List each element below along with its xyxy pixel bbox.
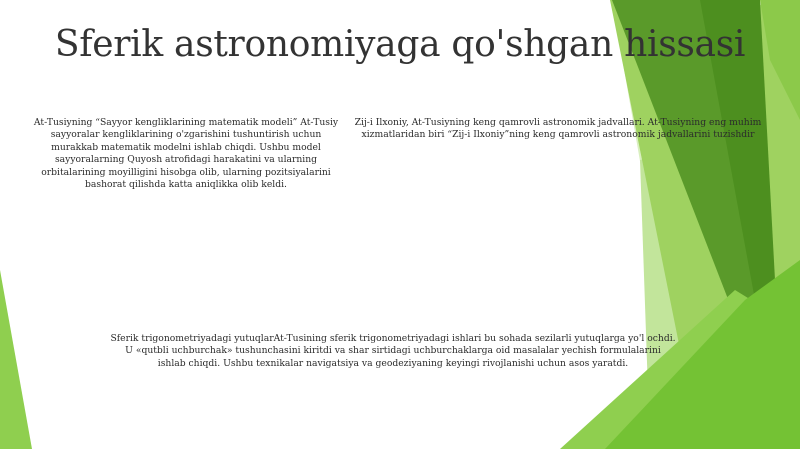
text-block-zij-ilxoniy: Zij-i Ilxoniy, At-Tusiyning keng qamrovli astronomik jadvallari. At-Tusiyning eng muhim xizmatlaridan biri “Zij-i Ilxoniy”ning keng qamrovli astronomik jadvallarini tuzishdir (354, 117, 762, 141)
text-block-planetary-model: At-Tusiyning “Sayyor kengliklarining matematik modeli” At-Tusiy sayyoralar kengliklarining o'zgarishini tushuntirish uchun murakkab matematik modelni ishlab chiqdi. Ushbu model sayyoralarning Quyosh atrofidagi harakatini va ularning orbitalarining moyilligini hisobga olib, ularning pozitsiyalarini bashorat qilishda katta aniqlikka olib keldi. (33, 117, 339, 191)
text-block-spherical-trigonometry: Sferik trigonometriyadagi yutuqlarAt-Tusining sferik trigonometriyadagi ishlari bu sohada sezilarli yutuqlarga yo'l ochdi. U «qutbli uchburchak» tushunchasini kiritdi va shar sirtidagi uchburchaklarga oid masalalar yechish formulalarini ishlab chiqdi. Ushbu texnikalar navigatsiya va geodeziyaning keyingi rivojlanishi uchun asos yaratdi. (110, 333, 676, 369)
slide-title: Sferik astronomiyaga qo'shgan hissasi (54, 24, 746, 65)
left-edge-shape (0, 270, 32, 449)
